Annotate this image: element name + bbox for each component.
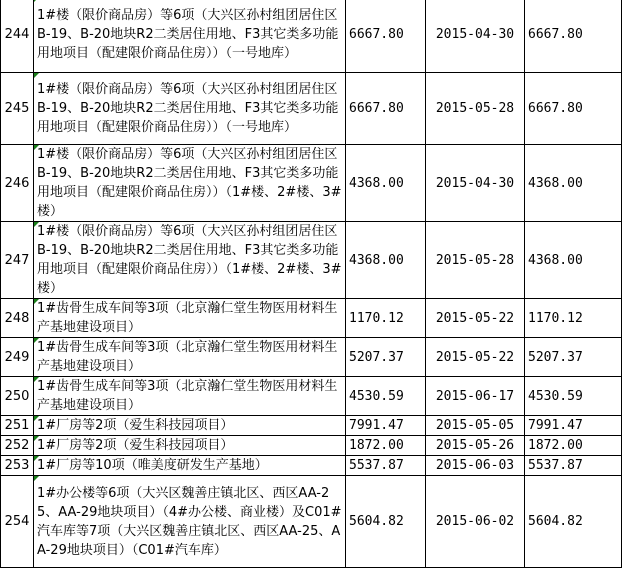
row-number-cell: 250 — [1, 377, 34, 416]
project-name-cell: 1#楼（限价商品房）等6项（大兴区孙村组团居住区B-19、B-20地块R2二类居住用地、F3其它类多功能用地项目（配建限价商品住房））（1#楼、2#楼、3#楼） — [34, 145, 346, 222]
project-name-cell: 1#厂房等10项（唯美度研发生产基地） — [34, 456, 346, 476]
date-cell: 2015-05-22 — [426, 299, 525, 338]
project-name-cell: 1#厂房等2项（爱生科技园项目） — [34, 436, 346, 456]
project-name-cell: 1#楼（限价商品房）等6项（大兴区孙村组团居住区B-19、B-20地块R2二类居住用地、F3其它类多功能用地项目（配建限价商品住房））（1#楼、2#楼、3#楼） — [34, 222, 346, 299]
date-cell: 2015-06-17 — [426, 377, 525, 416]
area-cell: 1872.00 — [346, 436, 426, 456]
date-cell: 2015-06-02 — [426, 476, 525, 568]
date-cell: 2015-05-05 — [426, 416, 525, 436]
records-table-body — [1, 0, 622, 568]
project-name-cell: 1#办公楼等6项（大兴区魏善庄镇北区、西区AA-25、AA-29地块项目）（4#办公楼、商业楼）及C01#汽车库等7项（大兴区魏善庄镇北区、西区AA-25、AA-29地块项目）（C01#汽车库） — [34, 476, 346, 568]
project-name-cell: 1#齿骨生成车间等3项（北京瀚仁堂生物医用材料生产基地建设项目） — [34, 299, 346, 338]
project-name-cell: 1#齿骨生成车间等3项（北京瀚仁堂生物医用材料生产基地建设项目） — [34, 377, 346, 416]
row-number-cell: 252 — [1, 436, 34, 456]
row-number-cell: 251 — [1, 416, 34, 436]
row-number-cell: 254 — [1, 476, 34, 568]
date-cell: 2015-04-30 — [426, 145, 525, 222]
area-repeat-cell: 6667.80 — [525, 73, 622, 145]
row-number-cell: 244 — [1, 0, 34, 73]
area-repeat-cell: 5604.82 — [525, 476, 622, 568]
row-number-cell: 246 — [1, 145, 34, 222]
table-row — [1, 73, 622, 145]
area-repeat-cell: 7991.47 — [525, 416, 622, 436]
project-name-cell: 1#楼（限价商品房）等6项（大兴区孙村组团居住区B-19、B-20地块R2二类居住用地、F3其它类多功能用地项目（配建限价商品住房））（一号地库） — [34, 73, 346, 145]
area-repeat-cell: 5537.87 — [525, 456, 622, 476]
row-number-cell: 245 — [1, 73, 34, 145]
table-row — [1, 436, 622, 456]
table-row — [1, 338, 622, 377]
area-repeat-cell: 1170.12 — [525, 299, 622, 338]
date-cell: 2015-05-26 — [426, 436, 525, 456]
table-row — [1, 222, 622, 299]
row-number-cell: 248 — [1, 299, 34, 338]
area-repeat-cell: 4368.00 — [525, 222, 622, 299]
table-row — [1, 416, 622, 436]
table-row — [1, 456, 622, 476]
date-cell: 2015-04-30 — [426, 0, 525, 73]
area-cell: 5207.37 — [346, 338, 426, 377]
table-row — [1, 476, 622, 568]
table-row — [1, 145, 622, 222]
area-repeat-cell: 5207.37 — [525, 338, 622, 377]
area-cell: 4368.00 — [346, 222, 426, 299]
area-cell: 6667.80 — [346, 0, 426, 73]
date-cell: 2015-06-03 — [426, 456, 525, 476]
area-cell: 4530.59 — [346, 377, 426, 416]
date-cell: 2015-05-22 — [426, 338, 525, 377]
project-name-cell: 1#厂房等2项（爱生科技园项目） — [34, 416, 346, 436]
area-cell: 4368.00 — [346, 145, 426, 222]
row-number-cell: 247 — [1, 222, 34, 299]
row-number-cell: 249 — [1, 338, 34, 377]
area-cell: 1170.12 — [346, 299, 426, 338]
table-row — [1, 377, 622, 416]
table-row — [1, 0, 622, 73]
date-cell: 2015-05-28 — [426, 73, 525, 145]
area-repeat-cell: 4530.59 — [525, 377, 622, 416]
area-cell: 6667.80 — [346, 73, 426, 145]
project-name-cell: 1#楼（限价商品房）等6项（大兴区孙村组团居住区B-19、B-20地块R2二类居住用地、F3其它类多功能用地项目（配建限价商品住房））（一号地库） — [34, 0, 346, 73]
area-repeat-cell: 6667.80 — [525, 0, 622, 73]
row-number-cell: 253 — [1, 456, 34, 476]
area-repeat-cell: 1872.00 — [525, 436, 622, 456]
project-name-cell: 1#齿骨生成车间等3项（北京瀚仁堂生物医用材料生产基地建设项目） — [34, 338, 346, 377]
area-cell: 7991.47 — [346, 416, 426, 436]
area-cell: 5604.82 — [346, 476, 426, 568]
table-row — [1, 299, 622, 338]
area-cell: 5537.87 — [346, 456, 426, 476]
date-cell: 2015-05-28 — [426, 222, 525, 299]
area-repeat-cell: 4368.00 — [525, 145, 622, 222]
